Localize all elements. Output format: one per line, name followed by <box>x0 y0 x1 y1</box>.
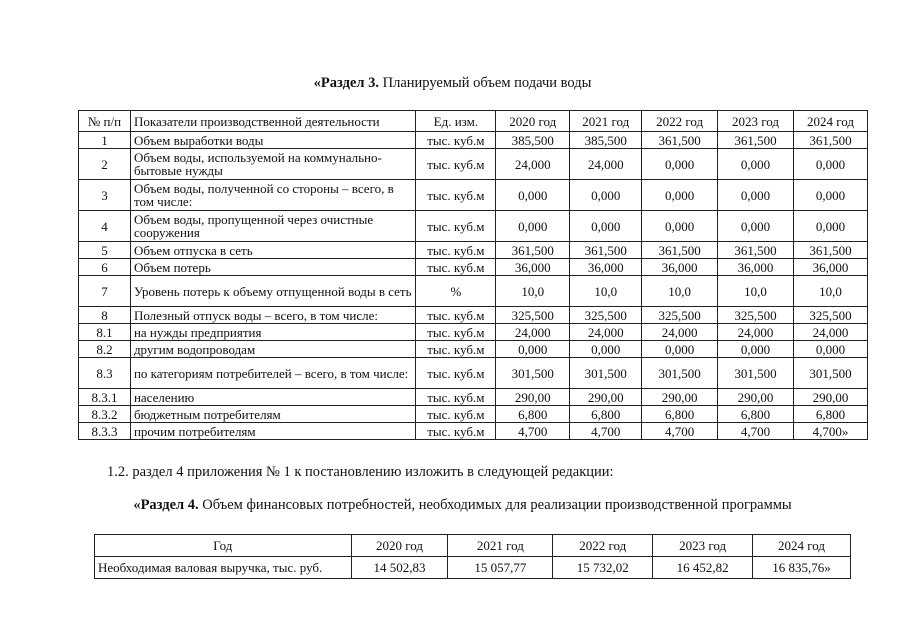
row-value: 36,000 <box>794 259 868 276</box>
water-supply-table <box>78 110 868 440</box>
row-value: 6,800 <box>496 406 570 423</box>
section4-title-bold: «Раздел 4. <box>133 497 199 513</box>
table-row <box>79 276 868 307</box>
row-value: 385,500 <box>570 132 642 149</box>
row-value: 24,000 <box>570 324 642 341</box>
row-value: 301,500 <box>642 358 718 389</box>
column-header: 2024 год <box>794 111 868 132</box>
column-header: 2023 год <box>653 535 753 557</box>
column-header: Ед. изм. <box>416 111 496 132</box>
row-value: 301,500 <box>718 358 794 389</box>
row-unit: тыс. куб.м <box>416 242 496 259</box>
row-value: 325,500 <box>718 307 794 324</box>
row-number: 5 <box>79 242 131 259</box>
row-value: 361,500 <box>642 132 718 149</box>
row-value: 24,000 <box>642 324 718 341</box>
table-row <box>79 341 868 358</box>
row-value: 0,000 <box>718 341 794 358</box>
row-name: Необходимая валовая выручка, тыс. руб. <box>95 557 352 579</box>
row-name: Полезный отпуск воды – всего, в том числе: <box>130 307 416 324</box>
table-row <box>79 132 868 149</box>
row-unit: тыс. куб.м <box>416 341 496 358</box>
row-value: 24,000 <box>794 324 868 341</box>
row-value: 301,500 <box>570 358 642 389</box>
row-value: 10,0 <box>570 276 642 307</box>
row-value: 0,000 <box>570 341 642 358</box>
table-row <box>79 423 868 440</box>
column-header: 2023 год <box>718 111 794 132</box>
row-value: 14 502,83 <box>351 557 448 579</box>
row-value: 4,700» <box>794 423 868 440</box>
section4-title <box>10 497 905 514</box>
row-name: прочим потребителям <box>130 423 416 440</box>
column-header: 2024 год <box>753 535 851 557</box>
row-name: Объем воды, используемой на коммунально-бытовые нужды <box>130 149 416 180</box>
column-header: 2022 год <box>642 111 718 132</box>
row-unit: тыс. куб.м <box>416 423 496 440</box>
row-unit: тыс. куб.м <box>416 180 496 211</box>
row-value: 36,000 <box>570 259 642 276</box>
row-unit: тыс. куб.м <box>416 324 496 341</box>
table-row <box>79 180 868 211</box>
row-value: 290,00 <box>570 389 642 406</box>
row-value: 24,000 <box>496 149 570 180</box>
column-header: 2021 год <box>570 111 642 132</box>
row-value: 10,0 <box>642 276 718 307</box>
row-value: 0,000 <box>718 180 794 211</box>
row-name: Объем воды, пропущенной через очистные сооружения <box>130 211 416 242</box>
row-unit: тыс. куб.м <box>416 307 496 324</box>
row-value: 361,500 <box>642 242 718 259</box>
section3-title <box>0 75 905 92</box>
table-header-row <box>95 535 851 557</box>
row-unit: тыс. куб.м <box>416 132 496 149</box>
column-header: 2020 год <box>496 111 570 132</box>
row-value: 301,500 <box>794 358 868 389</box>
row-value: 290,00 <box>496 389 570 406</box>
row-name: населению <box>130 389 416 406</box>
row-value: 24,000 <box>570 149 642 180</box>
row-value: 16 835,76» <box>753 557 851 579</box>
row-unit: тыс. куб.м <box>416 358 496 389</box>
row-value: 15 057,77 <box>448 557 553 579</box>
row-unit: тыс. куб.м <box>416 211 496 242</box>
row-name: по категориям потребителей – всего, в том числе: <box>130 358 416 389</box>
row-value: 325,500 <box>642 307 718 324</box>
row-name: другим водопроводам <box>130 341 416 358</box>
row-value: 385,500 <box>496 132 570 149</box>
row-unit: тыс. куб.м <box>416 149 496 180</box>
table-header-row <box>79 111 868 132</box>
row-name: Объем отпуска в сеть <box>130 242 416 259</box>
row-value: 4,700 <box>642 423 718 440</box>
column-header: 2020 год <box>351 535 448 557</box>
row-name: Уровень потерь к объему отпущенной воды в сеть <box>130 276 416 307</box>
row-value: 0,000 <box>642 149 718 180</box>
row-value: 301,500 <box>496 358 570 389</box>
column-header: Показатели производственной деятельности <box>130 111 416 132</box>
row-number: 4 <box>79 211 131 242</box>
row-unit: % <box>416 276 496 307</box>
row-unit: тыс. куб.м <box>416 389 496 406</box>
row-value: 290,00 <box>794 389 868 406</box>
row-number: 8.1 <box>79 324 131 341</box>
table-row <box>79 211 868 242</box>
row-value: 36,000 <box>718 259 794 276</box>
row-number: 3 <box>79 180 131 211</box>
column-header: 2022 год <box>553 535 653 557</box>
row-value: 361,500 <box>718 132 794 149</box>
row-value: 36,000 <box>642 259 718 276</box>
column-header: № п/п <box>79 111 131 132</box>
row-name: Объем воды, полученной со стороны – всего, в том числе: <box>130 180 416 211</box>
row-number: 8.3 <box>79 358 131 389</box>
row-value: 0,000 <box>496 180 570 211</box>
row-value: 361,500 <box>718 242 794 259</box>
row-value: 10,0 <box>794 276 868 307</box>
row-number: 8.3.2 <box>79 406 131 423</box>
row-value: 290,00 <box>718 389 794 406</box>
row-value: 0,000 <box>642 341 718 358</box>
row-number: 6 <box>79 259 131 276</box>
row-value: 361,500 <box>496 242 570 259</box>
row-value: 290,00 <box>642 389 718 406</box>
row-name: Объем выработки воды <box>130 132 416 149</box>
row-number: 1 <box>79 132 131 149</box>
row-number: 2 <box>79 149 131 180</box>
row-value: 325,500 <box>496 307 570 324</box>
financial-needs-table <box>94 534 851 579</box>
row-name: бюджетным потребителям <box>130 406 416 423</box>
row-unit: тыс. куб.м <box>416 259 496 276</box>
row-value: 361,500 <box>794 132 868 149</box>
table-row <box>79 389 868 406</box>
row-value: 16 452,82 <box>653 557 753 579</box>
row-value: 325,500 <box>794 307 868 324</box>
row-value: 0,000 <box>794 180 868 211</box>
row-value: 6,800 <box>718 406 794 423</box>
row-value: 361,500 <box>794 242 868 259</box>
column-header: 2021 год <box>448 535 553 557</box>
table-row <box>79 324 868 341</box>
row-number: 7 <box>79 276 131 307</box>
section3-title-bold: «Раздел 3. <box>313 75 379 91</box>
row-value: 0,000 <box>642 211 718 242</box>
row-value: 0,000 <box>718 211 794 242</box>
row-value: 4,700 <box>718 423 794 440</box>
row-value: 0,000 <box>496 211 570 242</box>
row-value: 0,000 <box>794 149 868 180</box>
row-value: 0,000 <box>642 180 718 211</box>
row-value: 24,000 <box>718 324 794 341</box>
row-value: 6,800 <box>642 406 718 423</box>
instruction-paragraph: 1.2. раздел 4 приложения № 1 к постановлению изложить в следующей редакции: <box>107 464 614 480</box>
row-value: 4,700 <box>496 423 570 440</box>
row-value: 0,000 <box>794 211 868 242</box>
row-value: 36,000 <box>496 259 570 276</box>
section4-title-rest: Объем финансовых потребностей, необходимых для реализации производственной программы <box>198 497 792 513</box>
column-header: Год <box>95 535 352 557</box>
table-row <box>79 259 868 276</box>
row-value: 10,0 <box>496 276 570 307</box>
row-value: 325,500 <box>570 307 642 324</box>
row-name: на нужды предприятия <box>130 324 416 341</box>
row-value: 4,700 <box>570 423 642 440</box>
row-value: 0,000 <box>570 211 642 242</box>
row-number: 8.3.1 <box>79 389 131 406</box>
row-name: Объем потерь <box>130 259 416 276</box>
table-row <box>95 557 851 579</box>
row-value: 0,000 <box>794 341 868 358</box>
row-value: 6,800 <box>570 406 642 423</box>
row-value: 361,500 <box>570 242 642 259</box>
row-value: 0,000 <box>496 341 570 358</box>
row-number: 8.3.3 <box>79 423 131 440</box>
table-row <box>79 307 868 324</box>
row-value: 0,000 <box>570 180 642 211</box>
row-value: 0,000 <box>718 149 794 180</box>
row-number: 8.2 <box>79 341 131 358</box>
row-value: 15 732,02 <box>553 557 653 579</box>
table-row <box>79 149 868 180</box>
table-row <box>79 406 868 423</box>
row-value: 10,0 <box>718 276 794 307</box>
section3-title-rest: Планируемый объем подачи воды <box>378 75 592 91</box>
row-number: 8 <box>79 307 131 324</box>
row-unit: тыс. куб.м <box>416 406 496 423</box>
table-row <box>79 242 868 259</box>
row-value: 24,000 <box>496 324 570 341</box>
table-row <box>79 358 868 389</box>
row-value: 6,800 <box>794 406 868 423</box>
